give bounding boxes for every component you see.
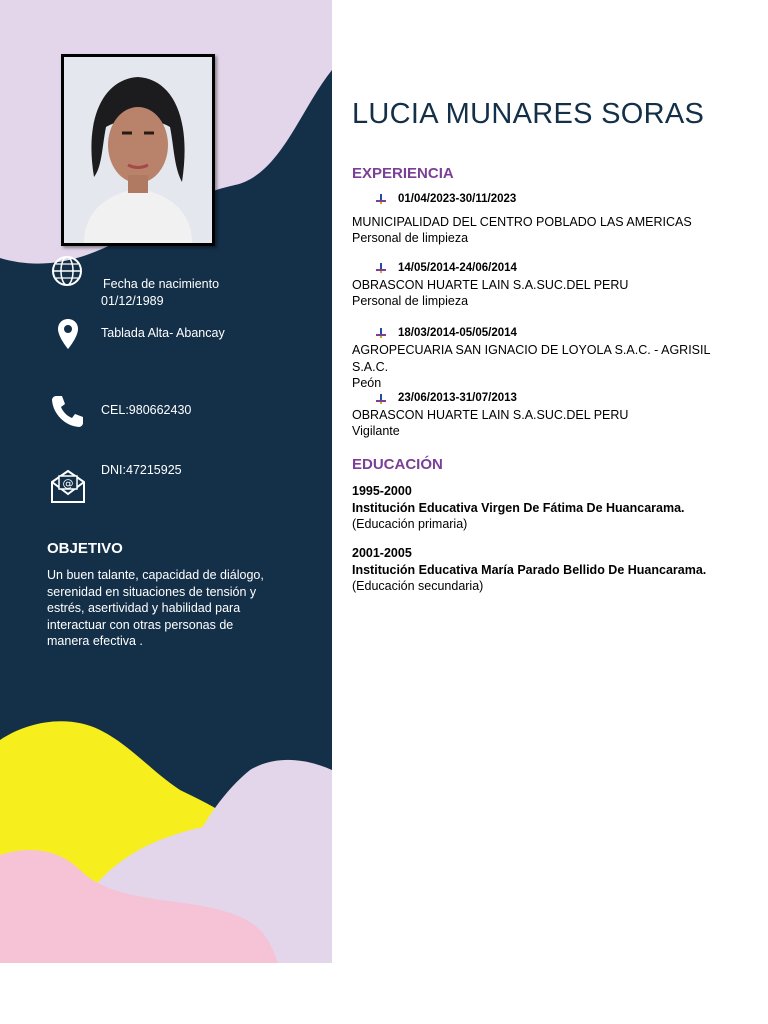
envelope-icon xyxy=(50,468,86,509)
bullet-icon xyxy=(375,262,387,274)
education-level: (Educación primaria) xyxy=(352,517,468,531)
full-name: LUCIA MUNARES SORAS xyxy=(352,98,705,130)
birth-label: Fecha de nacimiento xyxy=(103,277,220,291)
experience-dates: 23/06/2013-31/07/2013 xyxy=(398,392,517,404)
globe-icon xyxy=(51,255,83,292)
experience-role: Peón xyxy=(352,376,382,390)
experience-company: AGROPECUARIA SAN IGNACIO DE LOYOLA S.A.C. - AGRISIL S.A.C. xyxy=(352,343,710,374)
experience-company: MUNICIPALIDAD DEL CENTRO POBLADO LAS AMERICAS xyxy=(352,215,692,229)
experience-role: Personal de limpieza xyxy=(352,294,469,308)
education-level: (Educación secundaria) xyxy=(352,579,484,593)
phone-text: CEL:980662430 xyxy=(101,403,192,417)
bullet-icon xyxy=(375,393,387,405)
bullet-icon xyxy=(375,193,387,205)
phone-icon xyxy=(50,393,86,434)
address-text: Tablada Alta- Abancay xyxy=(101,326,225,340)
experience-dates: 14/05/2014-24/06/2014 xyxy=(398,262,517,274)
education-item xyxy=(352,545,732,595)
education-school: Institución Educativa Virgen De Fátima De Huancarama. xyxy=(352,500,685,515)
svg-text:@: @ xyxy=(62,477,74,490)
experience-dates: 01/04/2023-30/11/2023 xyxy=(398,193,517,205)
education-title: EDUCACIÓN xyxy=(352,456,443,473)
birth-date: 01/12/1989 xyxy=(101,294,164,308)
education-school: Institución Educativa María Parado Bellido De Huancarama. xyxy=(352,562,707,577)
education-years: 1995-2000 xyxy=(352,484,412,498)
experience-role: Personal de limpieza xyxy=(352,231,469,245)
bullet-icon xyxy=(375,327,387,339)
dni-text: DNI:47215925 xyxy=(101,463,182,477)
objective-text: Un buen talante, capacidad de diálogo, serenidad en situaciones de tensión y estrés, asertividad y habilidad para interactuar con otras personas de manera efectiva . xyxy=(47,568,264,648)
experience-title: EXPERIENCIA xyxy=(352,165,454,182)
experience-dates: 18/03/2014-05/05/2014 xyxy=(398,327,517,339)
profile-photo xyxy=(61,54,215,246)
experience-role: Vigilante xyxy=(352,424,400,438)
experience-company: OBRASCON HUARTE LAIN S.A.SUC.DEL PERU xyxy=(352,408,629,422)
location-pin-icon xyxy=(57,318,79,355)
experience-company: OBRASCON HUARTE LAIN S.A.SUC.DEL PERU xyxy=(352,278,629,292)
objective-title: OBJETIVO xyxy=(47,540,123,557)
education-years: 2001-2005 xyxy=(352,546,412,560)
education-item xyxy=(352,483,732,533)
